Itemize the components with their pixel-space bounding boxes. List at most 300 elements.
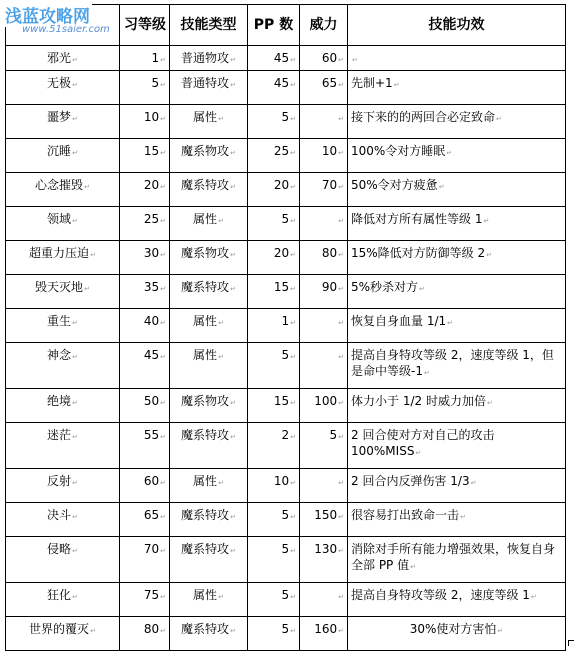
cell-power (300, 275, 348, 309)
paragraph-mark-icon: ↵ (290, 56, 296, 64)
table-row (6, 503, 566, 537)
skill-table-container (5, 4, 566, 651)
paragraph-mark-icon: ↵ (218, 115, 224, 123)
cell-type (170, 309, 248, 343)
paragraph-mark-icon: ↵ (218, 479, 224, 487)
paragraph-mark-icon: ↵ (230, 399, 236, 407)
table-row (6, 105, 566, 139)
cell-type (170, 583, 248, 617)
paragraph-mark-icon: ↵ (218, 593, 224, 601)
cell-level (120, 583, 170, 617)
cell-level (120, 503, 170, 537)
cell-power (300, 105, 348, 139)
cell-level-text: 80 (143, 622, 160, 636)
cell-pp-text: 5 (281, 508, 290, 522)
cell-type-text: 魔系特攻 (181, 542, 230, 556)
paragraph-mark-icon: ↵ (410, 563, 416, 571)
cell-type (170, 469, 248, 503)
cell-pp-text: 45 (273, 51, 290, 65)
cell-level-text: 45 (143, 348, 160, 362)
paragraph-mark-icon: ↵ (160, 479, 166, 487)
cell-power-text: 150 (314, 508, 338, 522)
paragraph-mark-icon: ↵ (72, 115, 78, 123)
paragraph-mark-icon: ↵ (160, 627, 166, 635)
cell-effect (348, 583, 566, 617)
cell-type-text: 属性 (193, 212, 218, 226)
paragraph-mark-icon: ↵ (290, 183, 296, 191)
paragraph-mark-icon: ↵ (338, 149, 344, 157)
paragraph-mark-icon: ↵ (72, 593, 78, 601)
cell-name (6, 503, 120, 537)
cell-effect-text: 接下来的的两回合必定致命 (351, 110, 496, 124)
paragraph-mark-icon: ↵ (338, 56, 344, 64)
cell-name-text: 噩梦 (47, 110, 72, 124)
cell-type (170, 173, 248, 207)
cell-effect (348, 469, 566, 503)
cell-name (6, 71, 120, 105)
paragraph-mark-icon: ↵ (290, 399, 296, 407)
cell-level (120, 241, 170, 275)
cell-name (6, 617, 120, 651)
paragraph-mark-icon: ↵ (160, 183, 166, 191)
cell-name (6, 423, 120, 469)
cell-level (120, 309, 170, 343)
cell-pp (248, 139, 300, 173)
paragraph-mark-icon: ↵ (460, 513, 466, 521)
paragraph-mark-icon: ↵ (84, 285, 90, 293)
cell-level-text: 25 (143, 212, 160, 226)
cell-effect (348, 617, 566, 651)
paragraph-mark-icon: ↵ (338, 627, 344, 635)
cell-power (300, 71, 348, 105)
cell-type (170, 423, 248, 469)
cell-effect-text: 100%令对方睡眠 (351, 144, 446, 158)
cell-type-text: 魔系物攻 (181, 394, 230, 408)
cell-effect-text: 2 回合内反弹伤害 1/3 (351, 474, 470, 488)
cell-power-text: 60 (321, 51, 338, 65)
cell-name-text: 心念摧毁 (35, 178, 84, 192)
paragraph-mark-icon: ↵ (290, 251, 296, 259)
cell-type (170, 503, 248, 537)
table-row (6, 207, 566, 241)
header-power: 威力 (300, 5, 348, 46)
cell-effect-text: 提高自身特攻等级 2，速度等级 1 (351, 588, 530, 602)
cell-level-text: 35 (143, 280, 160, 294)
cell-name-text: 世界的覆灭 (29, 622, 90, 636)
cell-level-text: 75 (143, 588, 160, 602)
cell-effect (348, 389, 566, 423)
cell-pp-text: 20 (273, 178, 290, 192)
paragraph-mark-icon: ↵ (415, 449, 422, 457)
cell-name-text: 毁天灭地 (35, 280, 84, 294)
paragraph-mark-icon: ↵ (290, 593, 296, 601)
cell-power (300, 241, 348, 275)
cell-level-text: 50 (143, 394, 160, 408)
cell-power-text: 100 (314, 394, 338, 408)
cell-effect (348, 71, 566, 105)
cell-name-text: 超重力压迫 (29, 246, 90, 260)
cell-name-text: 领域 (47, 212, 72, 226)
cell-level (120, 139, 170, 173)
paragraph-mark-icon: ↵ (160, 149, 166, 157)
paragraph-mark-icon: ↵ (338, 81, 344, 89)
cell-type-text: 属性 (193, 314, 218, 328)
cell-type-text: 魔系特攻 (181, 280, 230, 294)
cell-level (120, 343, 170, 389)
paragraph-mark-icon: ↵ (230, 149, 236, 157)
paragraph-mark-icon: ↵ (72, 433, 78, 441)
cell-level-text: 55 (143, 428, 160, 442)
cell-effect-text: 消除对手所有能力增强效果，恢复自身全部 PP 值 (351, 542, 556, 572)
table-row (6, 617, 566, 651)
table-row (6, 343, 566, 389)
paragraph-mark-icon: ↵ (160, 319, 166, 327)
cell-type (170, 46, 248, 71)
table-row (6, 469, 566, 503)
cell-effect-text: 很容易打出致命一击 (351, 508, 460, 522)
paragraph-mark-icon: ↵ (160, 285, 166, 293)
paragraph-mark-icon: ↵ (338, 513, 344, 521)
cell-pp-text: 5 (281, 588, 290, 602)
paragraph-mark-icon: ↵ (352, 56, 358, 64)
paragraph-mark-icon: ↵ (230, 251, 236, 259)
cell-name-text: 邪光 (47, 51, 72, 65)
cell-power (300, 309, 348, 343)
cell-effect (348, 139, 566, 173)
paragraph-mark-icon: ↵ (486, 399, 493, 407)
cell-name (6, 275, 120, 309)
paragraph-mark-icon: ↵ (338, 319, 344, 327)
cell-effect-text: 体力小于 1/2 时威力加倍 (351, 394, 486, 408)
cell-level (120, 173, 170, 207)
cell-name (6, 469, 120, 503)
paragraph-mark-icon: ↵ (72, 479, 78, 487)
paragraph-mark-icon: ↵ (160, 593, 166, 601)
paragraph-mark-icon: ↵ (72, 399, 78, 407)
table-row (6, 389, 566, 423)
cell-type (170, 343, 248, 389)
paragraph-mark-icon: ↵ (338, 399, 344, 407)
cell-effect (348, 503, 566, 537)
paragraph-mark-icon: ↵ (230, 547, 236, 555)
paragraph-mark-icon: ↵ (90, 627, 96, 635)
header-effect: 技能功效 (348, 5, 566, 46)
cell-effect (348, 241, 566, 275)
cell-name-text: 无极 (47, 76, 72, 90)
paragraph-mark-icon: ↵ (423, 369, 430, 377)
table-row (6, 71, 566, 105)
cell-pp (248, 343, 300, 389)
cell-level (120, 46, 170, 71)
paragraph-mark-icon: ↵ (218, 319, 224, 327)
cell-name (6, 46, 120, 71)
cell-power (300, 617, 348, 651)
cell-effect (348, 537, 566, 583)
table-row (6, 583, 566, 617)
cell-pp-text: 5 (281, 212, 290, 226)
cell-name-text: 狂化 (47, 588, 72, 602)
paragraph-mark-icon: ↵ (230, 627, 236, 635)
cell-type (170, 139, 248, 173)
cell-pp (248, 537, 300, 583)
cell-name (6, 207, 120, 241)
cell-type (170, 207, 248, 241)
paragraph-mark-icon: ↵ (72, 547, 78, 555)
cell-level (120, 105, 170, 139)
header-level: 习等级 (120, 5, 170, 46)
cell-type-text: 魔系特攻 (181, 428, 230, 442)
paragraph-mark-icon: ↵ (90, 251, 96, 259)
cell-pp (248, 241, 300, 275)
paragraph-mark-icon: ↵ (72, 149, 78, 157)
cell-type-text: 魔系特攻 (181, 622, 230, 636)
cell-pp-text: 2 (281, 428, 290, 442)
cell-power (300, 173, 348, 207)
cell-power (300, 423, 348, 469)
cell-pp (248, 469, 300, 503)
paragraph-mark-icon: ↵ (160, 56, 166, 64)
cell-pp-text: 20 (273, 246, 290, 260)
paragraph-mark-icon: ↵ (447, 319, 454, 327)
header-type: 技能类型 (170, 5, 248, 46)
cell-pp-text: 5 (281, 348, 290, 362)
cell-name-text: 沉睡 (47, 144, 72, 158)
cell-level (120, 71, 170, 105)
cell-effect-text: 30%使对方害怕 (409, 622, 497, 636)
cell-power (300, 139, 348, 173)
paragraph-mark-icon: ↵ (72, 319, 78, 327)
paragraph-mark-icon: ↵ (530, 593, 537, 601)
cell-power (300, 503, 348, 537)
table-row (6, 309, 566, 343)
paragraph-mark-icon: ↵ (160, 399, 166, 407)
cell-pp (248, 309, 300, 343)
table-row (6, 275, 566, 309)
cell-level (120, 617, 170, 651)
paragraph-mark-icon: ↵ (72, 56, 78, 64)
skill-table (5, 4, 566, 651)
cell-effect-text: 提高自身特攻等级 2，速度等级 1，但是命中等级-1 (351, 348, 554, 378)
paragraph-mark-icon: ↵ (497, 627, 504, 635)
cell-level-text: 5 (151, 76, 160, 90)
cell-type-text: 属性 (193, 348, 218, 362)
paragraph-mark-icon: ↵ (72, 81, 78, 89)
paragraph-mark-icon: ↵ (230, 56, 236, 64)
cell-pp-text: 15 (273, 280, 290, 294)
cell-level-text: 15 (143, 144, 160, 158)
cell-effect (348, 343, 566, 389)
paragraph-mark-icon: ↵ (72, 217, 78, 225)
cell-effect-text: 5%秒杀对方 (351, 280, 419, 294)
cell-effect (348, 207, 566, 241)
cell-level-text: 30 (143, 246, 160, 260)
cell-effect-text: 15%降低对方防御等级 2 (351, 246, 486, 260)
cell-type-text: 魔系特攻 (181, 178, 230, 192)
cell-type (170, 241, 248, 275)
paragraph-mark-icon: ↵ (393, 81, 400, 89)
paragraph-mark-icon: ↵ (160, 217, 166, 225)
paragraph-mark-icon: ↵ (160, 353, 166, 361)
cell-type-text: 普通物攻 (181, 51, 230, 65)
cell-type (170, 537, 248, 583)
paragraph-mark-icon: ↵ (338, 547, 344, 555)
cell-name-text: 重生 (47, 314, 72, 328)
cell-name-text: 绝境 (47, 394, 72, 408)
cell-power-text: 90 (321, 280, 338, 294)
cell-effect (348, 309, 566, 343)
cell-pp-text: 5 (281, 622, 290, 636)
cell-pp (248, 583, 300, 617)
cell-pp-text: 5 (281, 542, 290, 556)
paragraph-mark-icon: ↵ (218, 353, 224, 361)
paragraph-mark-icon: ↵ (338, 433, 344, 441)
paragraph-mark-icon: ↵ (338, 217, 344, 225)
cell-pp (248, 207, 300, 241)
header-pp: PP 数 (248, 5, 300, 46)
table-row (6, 241, 566, 275)
cell-name-text: 反射 (47, 474, 72, 488)
page-corner-mark (568, 640, 574, 646)
watermark-url: www.51saier.com (22, 24, 110, 35)
paragraph-mark-icon: ↵ (338, 479, 344, 487)
paragraph-mark-icon: ↵ (338, 115, 344, 123)
cell-power (300, 389, 348, 423)
cell-name (6, 537, 120, 583)
cell-type-text: 魔系物攻 (181, 144, 230, 158)
cell-type-text: 属性 (193, 474, 218, 488)
cell-power-text: 80 (321, 246, 338, 260)
cell-type-text: 普通特攻 (181, 76, 230, 90)
paragraph-mark-icon: ↵ (72, 513, 78, 521)
cell-level-text: 40 (143, 314, 160, 328)
cell-effect-text: 50%令对方疲惫 (351, 178, 438, 192)
cell-level (120, 207, 170, 241)
cell-level-text: 1 (151, 51, 160, 65)
cell-pp-text: 1 (281, 314, 290, 328)
cell-level (120, 275, 170, 309)
paragraph-mark-icon: ↵ (338, 251, 344, 259)
paragraph-mark-icon: ↵ (230, 433, 236, 441)
cell-name (6, 139, 120, 173)
cell-power (300, 343, 348, 389)
cell-pp (248, 503, 300, 537)
cell-power-text: 10 (321, 144, 338, 158)
cell-name (6, 583, 120, 617)
cell-level (120, 389, 170, 423)
paragraph-mark-icon: ↵ (230, 513, 236, 521)
cell-pp (248, 423, 300, 469)
paragraph-mark-icon: ↵ (160, 513, 166, 521)
paragraph-mark-icon: ↵ (486, 251, 492, 259)
cell-pp-text: 25 (273, 144, 290, 158)
cell-name (6, 389, 120, 423)
paragraph-mark-icon: ↵ (290, 319, 296, 327)
cell-name (6, 105, 120, 139)
cell-type (170, 389, 248, 423)
paragraph-mark-icon: ↵ (290, 217, 296, 225)
cell-pp-text: 10 (273, 474, 290, 488)
cell-name (6, 241, 120, 275)
cell-name (6, 309, 120, 343)
cell-effect (348, 275, 566, 309)
cell-level-text: 65 (143, 508, 160, 522)
paragraph-mark-icon: ↵ (290, 285, 296, 293)
paragraph-mark-icon: ↵ (290, 547, 296, 555)
cell-name (6, 173, 120, 207)
paragraph-mark-icon: ↵ (160, 251, 166, 259)
cell-level (120, 469, 170, 503)
paragraph-mark-icon: ↵ (290, 433, 296, 441)
paragraph-mark-icon: ↵ (290, 627, 296, 635)
cell-effect-text: 降低对方所有属性等级 1 (351, 212, 483, 226)
paragraph-mark-icon: ↵ (230, 81, 236, 89)
cell-level (120, 537, 170, 583)
paragraph-mark-icon: ↵ (470, 479, 477, 487)
paragraph-mark-icon: ↵ (438, 183, 445, 191)
table-row (6, 46, 566, 71)
table-row (6, 537, 566, 583)
cell-level-text: 20 (143, 178, 160, 192)
cell-type-text: 魔系物攻 (181, 246, 230, 260)
cell-pp (248, 71, 300, 105)
paragraph-mark-icon: ↵ (290, 353, 296, 361)
cell-pp (248, 275, 300, 309)
cell-effect-text: 恢复自身血量 1/1 (351, 314, 447, 328)
cell-name-text: 神念 (47, 348, 72, 362)
cell-type-text: 魔系特攻 (181, 508, 230, 522)
cell-effect-text: 先制+1 (351, 76, 393, 90)
cell-pp-text: 5 (281, 110, 290, 124)
cell-pp-text: 45 (273, 76, 290, 90)
cell-type (170, 105, 248, 139)
paragraph-mark-icon: ↵ (483, 217, 490, 225)
cell-pp (248, 389, 300, 423)
cell-effect (348, 423, 566, 469)
cell-power (300, 207, 348, 241)
cell-level-text: 10 (143, 110, 160, 124)
cell-name (6, 343, 120, 389)
cell-power (300, 583, 348, 617)
cell-effect (348, 105, 566, 139)
paragraph-mark-icon: ↵ (218, 217, 224, 225)
cell-pp-text: 15 (273, 394, 290, 408)
paragraph-mark-icon: ↵ (84, 183, 90, 191)
cell-power (300, 46, 348, 71)
cell-name-text: 决斗 (47, 508, 72, 522)
cell-effect-text: 2 回合使对方对自己的攻击 100%MISS (351, 428, 495, 458)
cell-power (300, 469, 348, 503)
cell-pp (248, 46, 300, 71)
paragraph-mark-icon: ↵ (419, 285, 425, 293)
cell-name-text: 迷茫 (47, 428, 72, 442)
cell-power-text: 70 (321, 178, 338, 192)
cell-type-text: 属性 (193, 588, 218, 602)
cell-level-text: 70 (143, 542, 160, 556)
cell-pp (248, 617, 300, 651)
cell-effect (348, 46, 566, 71)
paragraph-mark-icon: ↵ (290, 149, 296, 157)
paragraph-mark-icon: ↵ (290, 115, 296, 123)
table-row (6, 173, 566, 207)
paragraph-mark-icon: ↵ (496, 115, 502, 123)
paragraph-mark-icon: ↵ (338, 285, 344, 293)
cell-power-text: 5 (329, 428, 338, 442)
cell-power (300, 537, 348, 583)
cell-type (170, 617, 248, 651)
paragraph-mark-icon: ↵ (338, 353, 344, 361)
paragraph-mark-icon: ↵ (446, 149, 453, 157)
cell-level-text: 60 (143, 474, 160, 488)
